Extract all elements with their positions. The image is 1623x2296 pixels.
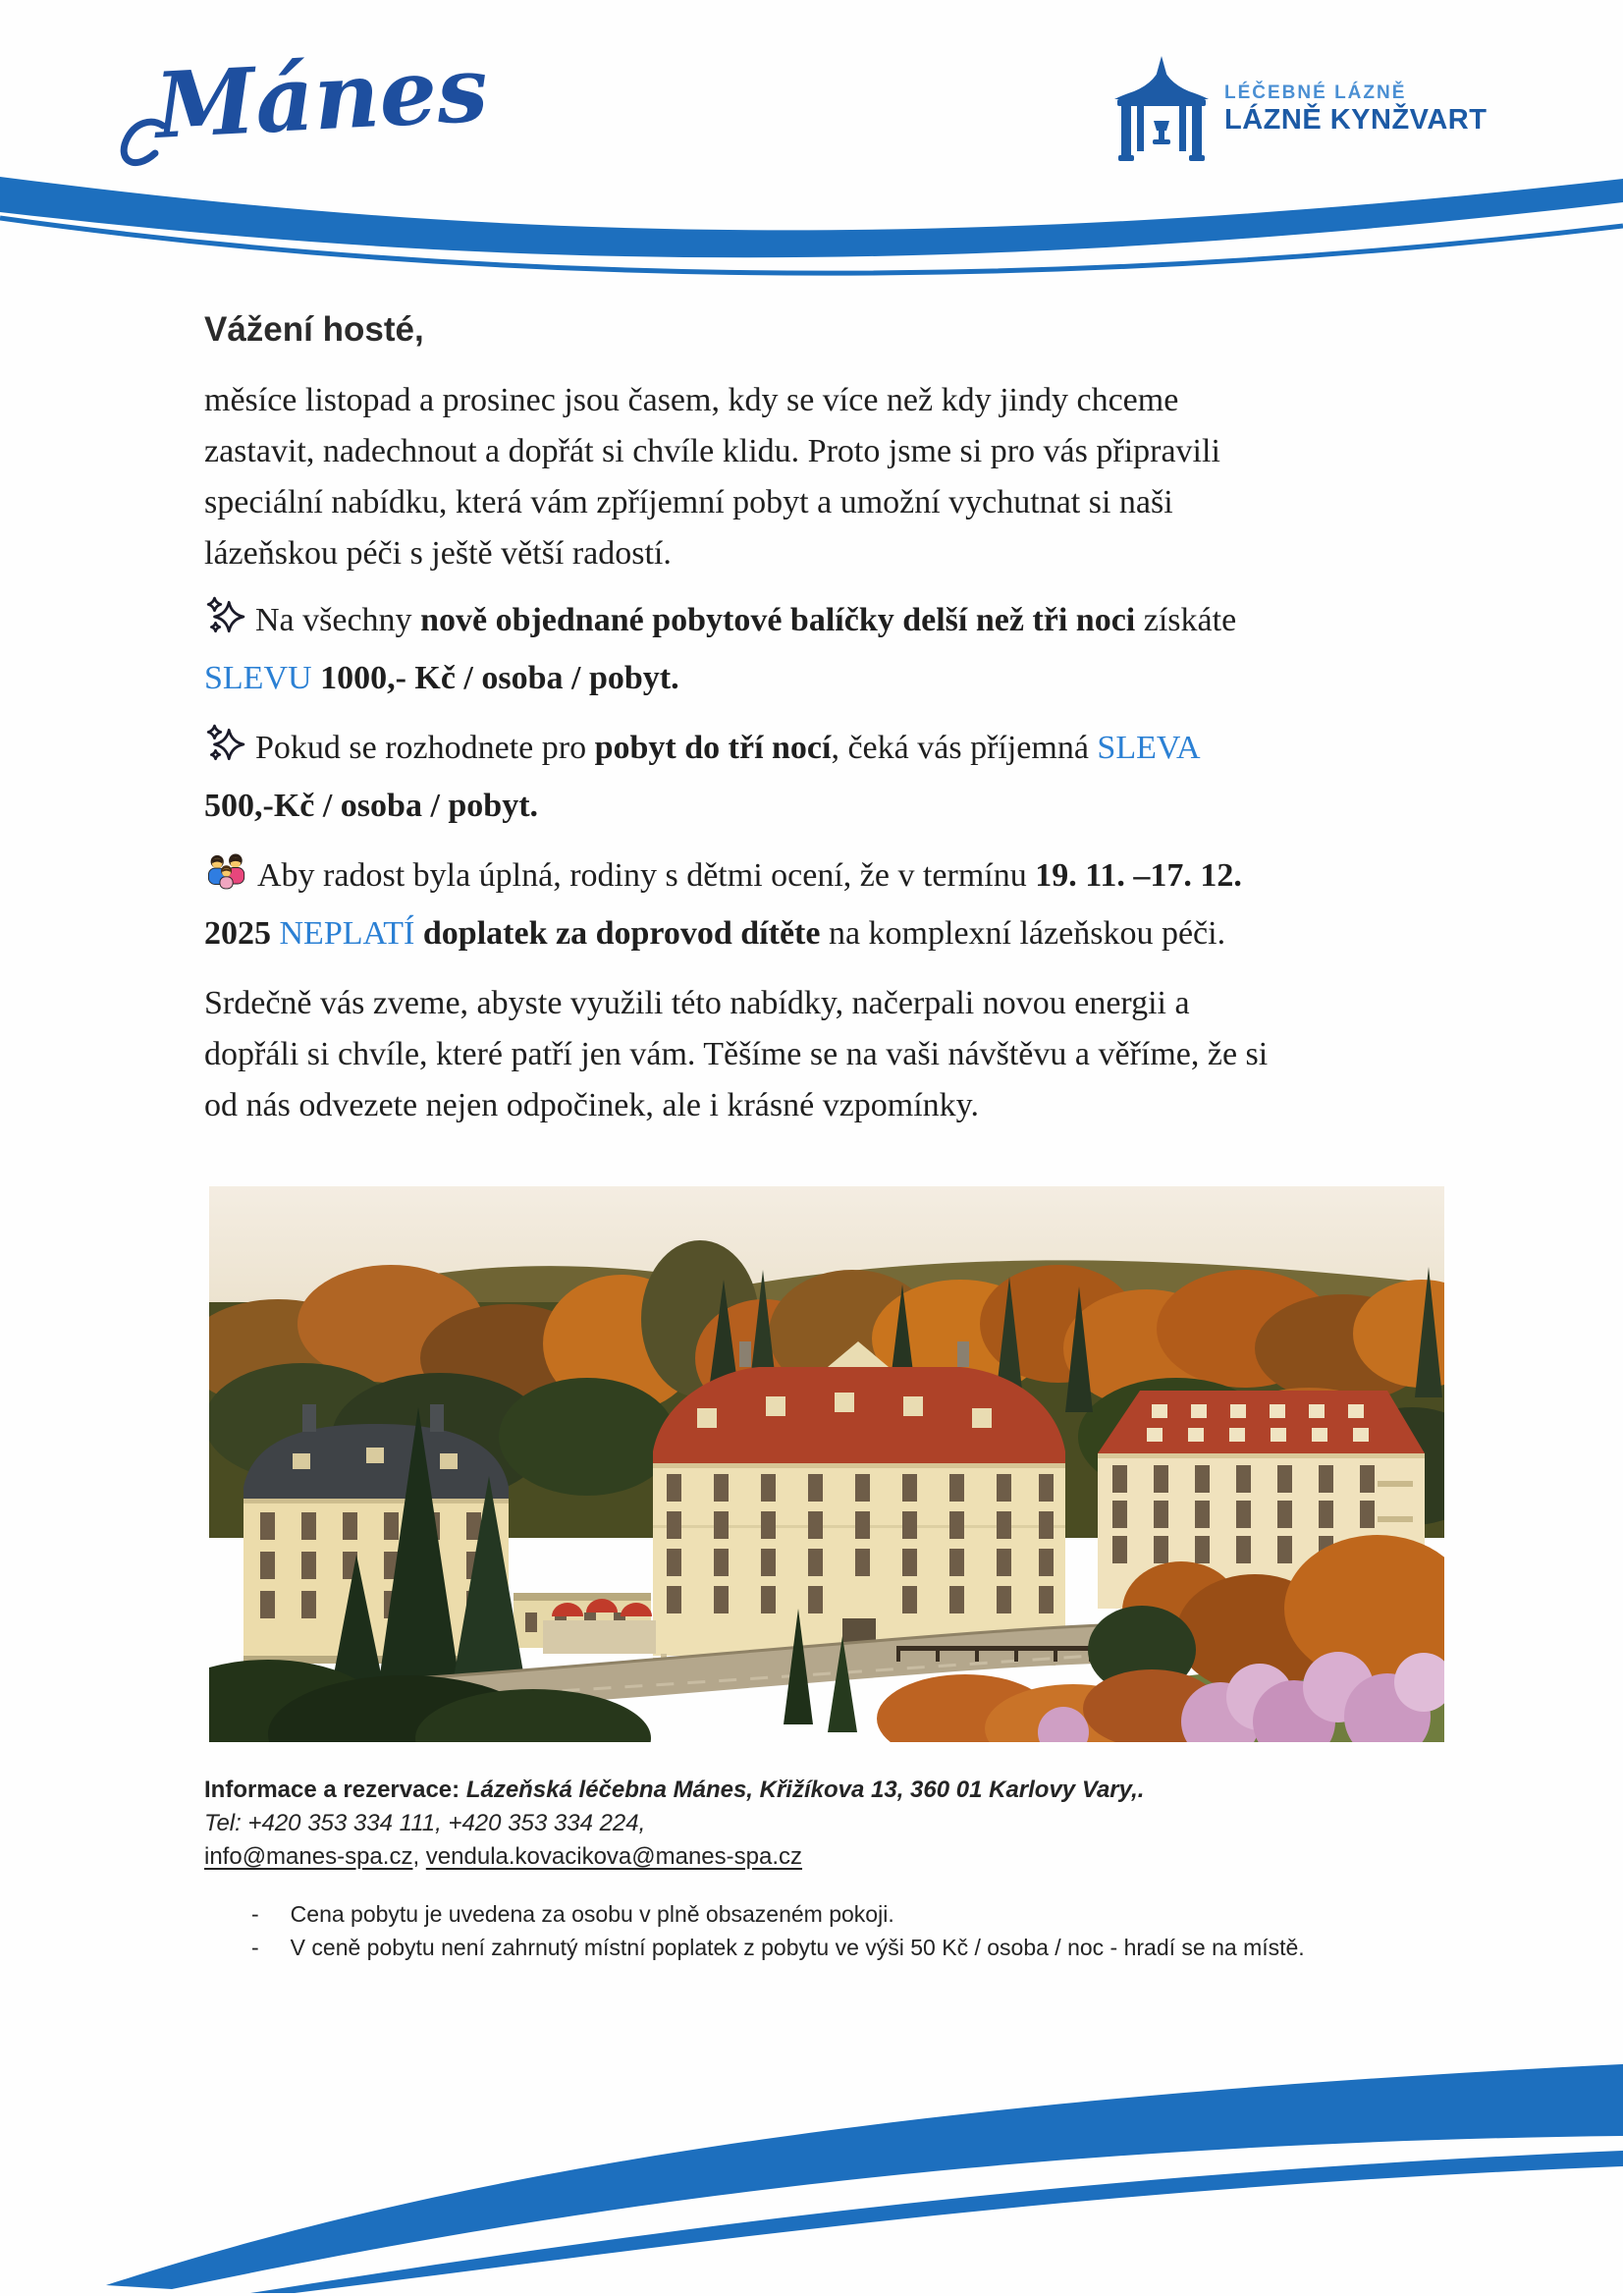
offer-text: Aby radost byla úplná, rodiny s dětmi ocení, že v termínu: [257, 857, 1036, 894]
offer-text-bold: 2025: [204, 915, 280, 952]
contact-address: Lázeňská léčebna Mánes, Křižíkova 13, 360 01 Karlovy Vary,.: [460, 1777, 1145, 1803]
offer-text-bold: pobyt do tří nocí: [594, 730, 832, 766]
lazne-kynzvart-logo: [1112, 51, 1554, 169]
pavilion-logo-icon: [1112, 55, 1211, 165]
intro-line: lázeňskou péči s ještě větší radostí.: [204, 535, 672, 572]
contact-label: Informace a rezervace:: [204, 1777, 460, 1803]
closing-line: od nás odvezete nejen odpočinek, ale i krásné vzpomínky.: [204, 1087, 979, 1123]
logo-line1: LÉČEBNÉ LÁZNĚ: [1224, 82, 1407, 104]
manes-script-logo: [106, 27, 528, 180]
offer-line: [204, 723, 1432, 781]
email-link-info[interactable]: info@manes-spa.cz: [204, 1843, 413, 1870]
contact-line-address: [204, 1774, 1481, 1807]
note-text: V ceně pobytu není zahrnutý místní poplatek z pobytu ve výši 50 Kč / osoba / noc - hradí se na místě.: [290, 1935, 1305, 1960]
footer-wave-graphic: [0, 2046, 1623, 2296]
email-link-vendula[interactable]: vendula.kovacikova@manes-spa.cz: [425, 1843, 803, 1870]
offer-line: [204, 595, 1432, 653]
brand-script-text: Mánes: [152, 35, 491, 159]
closing-paragraph: [204, 978, 1432, 1131]
list-item: [251, 1903, 1528, 1926]
offer-text-blue: SLEVA: [1097, 730, 1201, 766]
offer-text-bold: nově objednané pobytové balíčky delší než tři noci: [420, 602, 1136, 638]
offer-text-bold: doplatek za doprovod dítěte: [414, 915, 821, 952]
spa-photo: [209, 1186, 1444, 1742]
logo-line2: LÁZNĚ KYNŽVART: [1224, 104, 1488, 137]
dash-bullet: -: [251, 1935, 259, 1960]
offer-text-bold: 500,-Kč / osoba / pobyt.: [204, 788, 539, 824]
family-icon: [204, 853, 247, 908]
sparkles-icon: [204, 596, 245, 653]
intro-paragraph: [204, 375, 1432, 579]
contact-line-phone: Tel: +420 353 334 111, +420 353 334 224,: [204, 1810, 646, 1836]
offer-line: [204, 850, 1432, 908]
offer-text: získáte: [1135, 602, 1237, 638]
offer-discount-1000: [204, 595, 1432, 704]
offer-text: Na všechny: [255, 602, 421, 638]
sparkles-icon: [204, 724, 245, 781]
offer-text-bold: 1000,- Kč / osoba / pobyt.: [311, 660, 679, 696]
intro-line: měsíce listopad a prosinec jsou časem, kdy se více než kdy jindy chceme: [204, 382, 1179, 418]
header-wave-divider: [0, 169, 1623, 306]
dash-bullet: -: [251, 1901, 259, 1927]
offer-line: [204, 908, 1432, 959]
offer-line: [204, 653, 1432, 704]
notes-list: [251, 1903, 1528, 1970]
offer-discount-500: [204, 723, 1432, 832]
offer-text-blue: SLEVU: [204, 660, 312, 696]
intro-line: speciální nabídku, která vám zpříjemní pobyt a umožní vychutnat si naši: [204, 484, 1173, 520]
offer-text: Pokud se rozhodnete pro: [255, 730, 595, 766]
closing-line: dopřáli si chvíle, které patří jen vám. Těšíme se na vaši návštěvu a věříme, že si: [204, 1036, 1269, 1072]
offer-text: , čeká vás příjemná: [831, 730, 1098, 766]
greeting: Vážení hosté,: [204, 310, 424, 349]
email-separator: ,: [412, 1843, 426, 1870]
contact-block: [204, 1774, 1481, 1874]
offer-text-blue: NEPLATÍ: [279, 915, 415, 952]
logo-wordmark: [1224, 82, 1487, 137]
offer-line: [204, 781, 1432, 832]
list-item: [251, 1937, 1528, 1959]
offer-family: [204, 850, 1432, 959]
closing-line: Srdečně vás zveme, abyste využili této nabídky, načerpali novou energii a: [204, 985, 1190, 1021]
contact-line-emails: [204, 1840, 1481, 1874]
intro-line: zastavit, nadechnout a dopřát si chvíle klidu. Proto jsme si pro vás připravili: [204, 433, 1220, 469]
spa-photo-image: [209, 1186, 1444, 1742]
note-text: Cena pobytu je uvedena za osobu v plně obsazeném pokoji.: [290, 1901, 894, 1927]
offer-text-bold: 19. 11. –17. 12.: [1035, 857, 1242, 894]
offer-text: na komplexní lázeňskou péči.: [820, 915, 1226, 952]
